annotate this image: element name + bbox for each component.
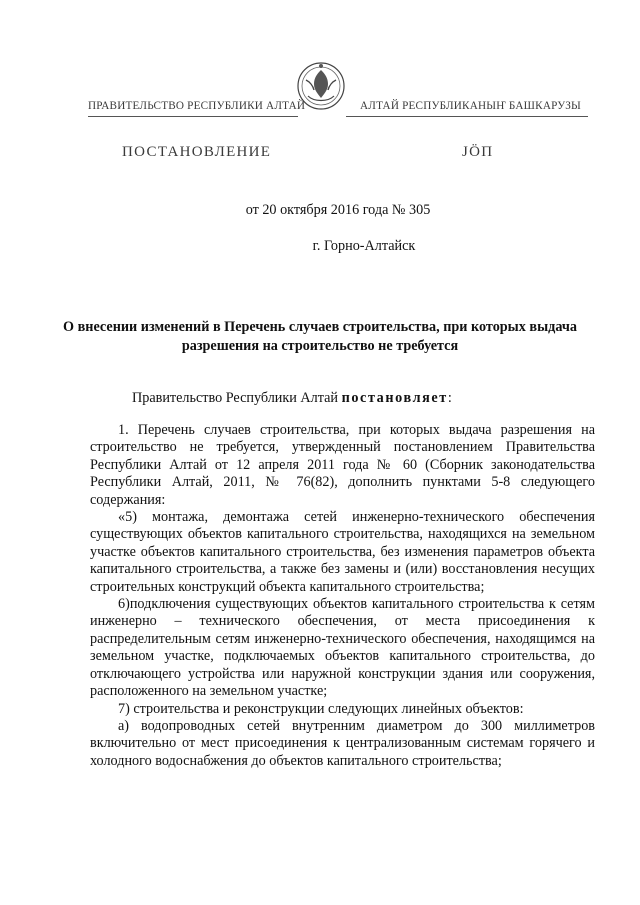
paragraph-6: 6)подключения существующих объектов капитального строительства к сетям инженерно – технического обеспечения, от места присоединения к распределительным сетям инженерно-технического обеспечения, находящимся на земельном участке, подключаемых объектов капитального строительства, до отключающего устройства или наружной конструкции здания или сооружения, расположенного на земельном участке;: [90, 596, 595, 700]
preamble-verb: постановляет: [341, 390, 448, 406]
document-type-ru: ПОСТАНОВЛЕНИЕ: [122, 144, 272, 160]
document-title: О внесении изменений в Перечень случаев строительства, при которых выдача разрешения на строительство не требуется: [63, 319, 577, 354]
paragraph-1: 1. Перечень случаев строительства, при которых выдача разрешения на строительство не требуется, утвержденный постановлением Правительства Республики Алтай от 12 апреля 2011 года № 60 (Сборник законодательства Республики Алтай, 2011, № 76(82), дополнить пунктами 5-8 следующего содержания:: [90, 422, 595, 508]
paragraph-7: 7) строительства и реконструкции следующих линейных объектов:: [118, 700, 524, 717]
document-city: г. Горно-Алтайск: [312, 238, 416, 254]
government-name-alt: АЛТАЙ РЕСПУБЛИКАНЫҤ БАШКАРУЗЫ: [360, 100, 581, 112]
preamble-subject: Правительство Республики Алтай: [132, 390, 342, 406]
preamble: [132, 390, 452, 407]
document-type-alt: ЈӦП: [462, 144, 494, 160]
paragraph-5: «5) монтажа, демонтажа сетей инженерно-технического обеспечения существующих объектов капитального строительства, находящихся на земельном участке объектов капитального строительства, без изменения параметров объекта капитального строительства, а также без замены и (или) восстановления несущих строительных конструкций объекта капитального строительства;: [90, 509, 595, 595]
header-rule-left: [88, 116, 298, 117]
header-rule-right: [346, 116, 588, 117]
government-name-ru: ПРАВИТЕЛЬСТВО РЕСПУБЛИКИ АЛТАЙ: [88, 100, 306, 112]
document-date-number: от 20 октября 2016 года № 305: [245, 202, 431, 218]
paragraph-7a: а) водопроводных сетей внутренним диаметром до 300 миллиметров включительно от мест присоединения к централизованным системам горячего и холодного водоснабжения до объектов капитального строительства;: [90, 717, 595, 769]
preamble-colon: :: [447, 390, 452, 406]
document-body: [90, 422, 595, 770]
